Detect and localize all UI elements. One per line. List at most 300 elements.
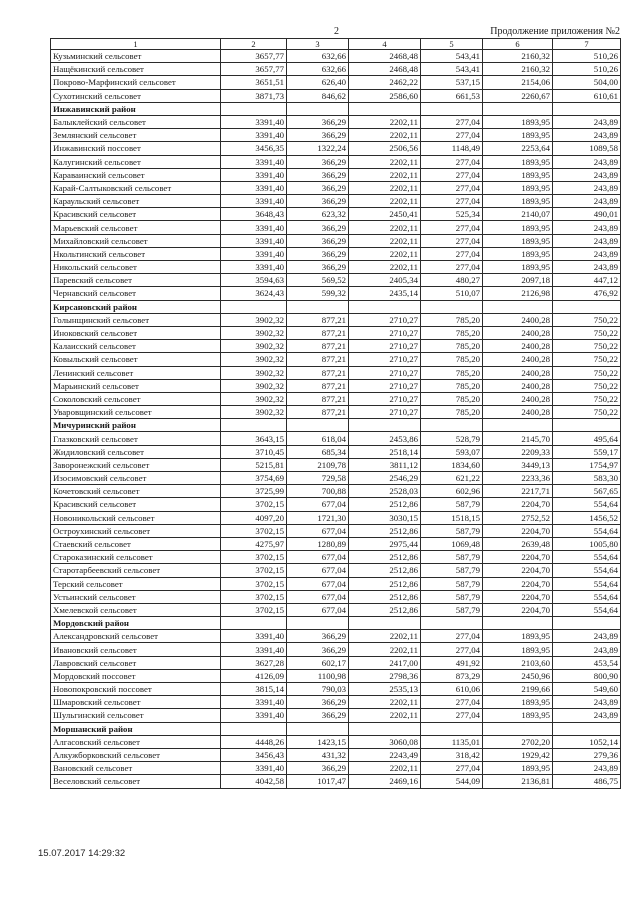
value-cell: 2512,86 bbox=[349, 524, 421, 537]
value-cell: 366,29 bbox=[287, 115, 349, 128]
column-header: 3 bbox=[287, 39, 349, 50]
value-cell: 2512,86 bbox=[349, 603, 421, 616]
value-cell: 1322,24 bbox=[287, 142, 349, 155]
value-cell: 243,89 bbox=[553, 630, 621, 643]
value-cell: 2528,03 bbox=[349, 485, 421, 498]
value-cell: 277,04 bbox=[421, 115, 483, 128]
settlement-name: Красивский сельсовет bbox=[51, 498, 221, 511]
value-cell: 1893,95 bbox=[483, 630, 553, 643]
table-row bbox=[51, 643, 621, 656]
value-cell: 2097,18 bbox=[483, 274, 553, 287]
value-cell: 447,12 bbox=[553, 274, 621, 287]
settlement-name: Александровский сельсовет bbox=[51, 630, 221, 643]
table-row bbox=[51, 379, 621, 392]
value-cell: 480,27 bbox=[421, 274, 483, 287]
value-cell: 2462,22 bbox=[349, 76, 421, 89]
value-cell: 2202,11 bbox=[349, 762, 421, 775]
table-row bbox=[51, 274, 621, 287]
value-cell: 4097,20 bbox=[221, 511, 287, 524]
value-cell: 610,06 bbox=[421, 683, 483, 696]
value-cell: 2453,86 bbox=[349, 432, 421, 445]
value-cell: 2202,11 bbox=[349, 115, 421, 128]
value-cell: 877,21 bbox=[287, 406, 349, 419]
value-cell: 3902,32 bbox=[221, 379, 287, 392]
settlement-name: Инжавинский поссовет bbox=[51, 142, 221, 155]
value-cell: 2202,11 bbox=[349, 643, 421, 656]
value-cell: 567,65 bbox=[553, 485, 621, 498]
settlement-name: Иноковский сельсовет bbox=[51, 326, 221, 339]
column-header: 6 bbox=[483, 39, 553, 50]
value-cell: 3902,32 bbox=[221, 353, 287, 366]
settlement-name: Карай-Салтыковский сельсовет bbox=[51, 181, 221, 194]
table-row bbox=[51, 775, 621, 788]
settlement-name: Голынщинский сельсовет bbox=[51, 313, 221, 326]
value-cell: 3815,14 bbox=[221, 683, 287, 696]
value-cell: 3902,32 bbox=[221, 340, 287, 353]
empty-cell bbox=[287, 419, 349, 432]
value-cell: 623,32 bbox=[287, 208, 349, 221]
settlement-name: Мордовский поссовет bbox=[51, 669, 221, 682]
value-cell: 2506,56 bbox=[349, 142, 421, 155]
table-row bbox=[51, 89, 621, 102]
empty-cell bbox=[483, 722, 553, 735]
table-row bbox=[51, 485, 621, 498]
value-cell: 785,20 bbox=[421, 379, 483, 392]
settlement-name: Караульский сельсовет bbox=[51, 195, 221, 208]
value-cell: 1893,95 bbox=[483, 709, 553, 722]
value-cell: 243,89 bbox=[553, 129, 621, 142]
value-cell: 1893,95 bbox=[483, 261, 553, 274]
value-cell: 2435,14 bbox=[349, 287, 421, 300]
value-cell: 583,30 bbox=[553, 472, 621, 485]
value-cell: 2202,11 bbox=[349, 168, 421, 181]
value-cell: 2798,36 bbox=[349, 669, 421, 682]
value-cell: 510,26 bbox=[553, 63, 621, 76]
empty-cell bbox=[221, 300, 287, 313]
column-header: 7 bbox=[553, 39, 621, 50]
value-cell: 277,04 bbox=[421, 630, 483, 643]
value-cell: 3702,15 bbox=[221, 498, 287, 511]
table-row bbox=[51, 458, 621, 471]
value-cell: 750,22 bbox=[553, 326, 621, 339]
value-cell: 677,04 bbox=[287, 551, 349, 564]
value-cell: 5215,81 bbox=[221, 458, 287, 471]
settlement-name: Шмаровский сельсовет bbox=[51, 696, 221, 709]
value-cell: 1069,48 bbox=[421, 537, 483, 550]
value-cell: 2710,27 bbox=[349, 392, 421, 405]
empty-cell bbox=[553, 722, 621, 735]
value-cell: 2154,06 bbox=[483, 76, 553, 89]
empty-cell bbox=[287, 617, 349, 630]
district-header-row bbox=[51, 722, 621, 735]
value-cell: 2103,60 bbox=[483, 656, 553, 669]
table-row bbox=[51, 63, 621, 76]
settlement-name: Новоникольский сельсовет bbox=[51, 511, 221, 524]
value-cell: 3391,40 bbox=[221, 115, 287, 128]
value-cell: 366,29 bbox=[287, 129, 349, 142]
value-cell: 3702,15 bbox=[221, 603, 287, 616]
value-cell: 2710,27 bbox=[349, 353, 421, 366]
table-row bbox=[51, 366, 621, 379]
value-cell: 729,58 bbox=[287, 472, 349, 485]
value-cell: 243,89 bbox=[553, 696, 621, 709]
value-cell: 2400,28 bbox=[483, 313, 553, 326]
settlement-name: Ленинский сельсовет bbox=[51, 366, 221, 379]
value-cell: 2417,00 bbox=[349, 656, 421, 669]
district-header-row bbox=[51, 419, 621, 432]
value-cell: 2243,49 bbox=[349, 748, 421, 761]
value-cell: 1754,97 bbox=[553, 458, 621, 471]
settlement-name: Нкольтинский сельсовет bbox=[51, 247, 221, 260]
column-header: 1 bbox=[51, 39, 221, 50]
value-cell: 554,64 bbox=[553, 590, 621, 603]
settlement-name: Никольский сельсовет bbox=[51, 261, 221, 274]
value-cell: 677,04 bbox=[287, 564, 349, 577]
table-row bbox=[51, 326, 621, 339]
table-row bbox=[51, 287, 621, 300]
value-cell: 3594,63 bbox=[221, 274, 287, 287]
value-cell: 1893,95 bbox=[483, 643, 553, 656]
value-cell: 277,04 bbox=[421, 261, 483, 274]
table-row bbox=[51, 155, 621, 168]
value-cell: 2710,27 bbox=[349, 406, 421, 419]
district-name: Моршанский район bbox=[51, 722, 221, 735]
value-cell: 525,34 bbox=[421, 208, 483, 221]
settlement-name: Кочетовский сельсовет bbox=[51, 485, 221, 498]
value-cell: 277,04 bbox=[421, 155, 483, 168]
empty-cell bbox=[287, 722, 349, 735]
value-cell: 3902,32 bbox=[221, 366, 287, 379]
table-row bbox=[51, 195, 621, 208]
appendix-title: Продолжение приложения №2 bbox=[490, 26, 620, 37]
value-cell: 510,07 bbox=[421, 287, 483, 300]
empty-cell bbox=[421, 419, 483, 432]
value-cell: 2217,71 bbox=[483, 485, 553, 498]
value-cell: 3811,12 bbox=[349, 458, 421, 471]
value-cell: 3648,43 bbox=[221, 208, 287, 221]
value-cell: 677,04 bbox=[287, 524, 349, 537]
table-row bbox=[51, 261, 621, 274]
value-cell: 800,90 bbox=[553, 669, 621, 682]
value-cell: 873,29 bbox=[421, 669, 483, 682]
settlement-name: Изосимовский сельсовет bbox=[51, 472, 221, 485]
value-cell: 537,15 bbox=[421, 76, 483, 89]
value-cell: 4126,09 bbox=[221, 669, 287, 682]
value-cell: 2204,70 bbox=[483, 498, 553, 511]
table-row bbox=[51, 168, 621, 181]
value-cell: 2468,48 bbox=[349, 63, 421, 76]
value-cell: 4448,26 bbox=[221, 735, 287, 748]
value-cell: 2400,28 bbox=[483, 326, 553, 339]
settlement-name: Паревский сельсовет bbox=[51, 274, 221, 287]
settlement-name: Старотарбеевский сельсовет bbox=[51, 564, 221, 577]
settlement-name: Стаевский сельсовет bbox=[51, 537, 221, 550]
value-cell: 453,54 bbox=[553, 656, 621, 669]
settlement-name: Лавровский сельсовет bbox=[51, 656, 221, 669]
value-cell: 2160,32 bbox=[483, 50, 553, 63]
value-cell: 685,34 bbox=[287, 445, 349, 458]
value-cell: 4275,97 bbox=[221, 537, 287, 550]
value-cell: 2140,07 bbox=[483, 208, 553, 221]
value-cell: 2535,13 bbox=[349, 683, 421, 696]
value-cell: 2752,52 bbox=[483, 511, 553, 524]
value-cell: 431,32 bbox=[287, 748, 349, 761]
value-cell: 3391,40 bbox=[221, 234, 287, 247]
value-cell: 877,21 bbox=[287, 313, 349, 326]
value-cell: 2126,98 bbox=[483, 287, 553, 300]
value-cell: 366,29 bbox=[287, 643, 349, 656]
value-cell: 626,40 bbox=[287, 76, 349, 89]
value-cell: 785,20 bbox=[421, 340, 483, 353]
value-cell: 277,04 bbox=[421, 168, 483, 181]
value-cell: 750,22 bbox=[553, 392, 621, 405]
value-cell: 1135,01 bbox=[421, 735, 483, 748]
value-cell: 559,17 bbox=[553, 445, 621, 458]
value-cell: 2202,11 bbox=[349, 234, 421, 247]
table-row bbox=[51, 669, 621, 682]
value-cell: 2145,70 bbox=[483, 432, 553, 445]
value-cell: 2204,70 bbox=[483, 603, 553, 616]
settlement-name: Сухотинский сельсовет bbox=[51, 89, 221, 102]
value-cell: 2512,86 bbox=[349, 564, 421, 577]
empty-cell bbox=[483, 300, 553, 313]
value-cell: 1893,95 bbox=[483, 115, 553, 128]
empty-cell bbox=[483, 617, 553, 630]
value-cell: 593,07 bbox=[421, 445, 483, 458]
value-cell: 2518,14 bbox=[349, 445, 421, 458]
value-cell: 1893,95 bbox=[483, 234, 553, 247]
value-cell: 3391,40 bbox=[221, 696, 287, 709]
value-cell: 1017,47 bbox=[287, 775, 349, 788]
value-cell: 243,89 bbox=[553, 195, 621, 208]
value-cell: 277,04 bbox=[421, 234, 483, 247]
value-cell: 3902,32 bbox=[221, 406, 287, 419]
table-row bbox=[51, 142, 621, 155]
value-cell: 3456,35 bbox=[221, 142, 287, 155]
table-row bbox=[51, 630, 621, 643]
settlement-name: Михайловский сельсовет bbox=[51, 234, 221, 247]
value-cell: 790,03 bbox=[287, 683, 349, 696]
value-cell: 277,04 bbox=[421, 696, 483, 709]
value-cell: 3391,40 bbox=[221, 762, 287, 775]
value-cell: 277,04 bbox=[421, 643, 483, 656]
value-cell: 569,52 bbox=[287, 274, 349, 287]
value-cell: 2260,67 bbox=[483, 89, 553, 102]
value-cell: 2450,96 bbox=[483, 669, 553, 682]
value-cell: 877,21 bbox=[287, 379, 349, 392]
value-cell: 3657,77 bbox=[221, 50, 287, 63]
page-number: 2 bbox=[334, 26, 339, 37]
value-cell: 2204,70 bbox=[483, 577, 553, 590]
value-cell: 3702,15 bbox=[221, 551, 287, 564]
settlement-name: Терский сельсовет bbox=[51, 577, 221, 590]
table-row bbox=[51, 234, 621, 247]
value-cell: 1929,42 bbox=[483, 748, 553, 761]
value-cell: 3657,77 bbox=[221, 63, 287, 76]
value-cell: 3391,40 bbox=[221, 129, 287, 142]
table-row bbox=[51, 590, 621, 603]
empty-cell bbox=[349, 722, 421, 735]
value-cell: 1893,95 bbox=[483, 129, 553, 142]
empty-cell bbox=[553, 419, 621, 432]
district-header-row bbox=[51, 102, 621, 115]
table-row bbox=[51, 735, 621, 748]
value-cell: 3643,15 bbox=[221, 432, 287, 445]
value-cell: 785,20 bbox=[421, 326, 483, 339]
value-cell: 490,01 bbox=[553, 208, 621, 221]
value-cell: 366,29 bbox=[287, 762, 349, 775]
value-cell: 2710,27 bbox=[349, 326, 421, 339]
value-cell: 277,04 bbox=[421, 221, 483, 234]
table-row bbox=[51, 603, 621, 616]
value-cell: 476,92 bbox=[553, 287, 621, 300]
district-name: Мордовский район bbox=[51, 617, 221, 630]
settlement-name: Землянский сельсовет bbox=[51, 129, 221, 142]
value-cell: 3391,40 bbox=[221, 630, 287, 643]
column-header: 5 bbox=[421, 39, 483, 50]
value-cell: 554,64 bbox=[553, 498, 621, 511]
settlement-name: Ковыльский сельсовет bbox=[51, 353, 221, 366]
value-cell: 785,20 bbox=[421, 406, 483, 419]
value-cell: 528,79 bbox=[421, 432, 483, 445]
value-cell: 3449,13 bbox=[483, 458, 553, 471]
value-cell: 1893,95 bbox=[483, 221, 553, 234]
value-cell: 3702,15 bbox=[221, 590, 287, 603]
settlement-name: Устьинский сельсовет bbox=[51, 590, 221, 603]
settlement-name: Хмелевской сельсовет bbox=[51, 603, 221, 616]
value-cell: 2546,29 bbox=[349, 472, 421, 485]
value-cell: 554,64 bbox=[553, 551, 621, 564]
value-cell: 3902,32 bbox=[221, 326, 287, 339]
value-cell: 277,04 bbox=[421, 181, 483, 194]
empty-cell bbox=[553, 617, 621, 630]
column-header-row bbox=[51, 39, 621, 50]
value-cell: 2400,28 bbox=[483, 406, 553, 419]
value-cell: 2400,28 bbox=[483, 340, 553, 353]
district-name: Кирсановский район bbox=[51, 300, 221, 313]
value-cell: 3627,28 bbox=[221, 656, 287, 669]
value-cell: 3391,40 bbox=[221, 261, 287, 274]
value-cell: 2202,11 bbox=[349, 155, 421, 168]
value-cell: 3030,15 bbox=[349, 511, 421, 524]
settlement-name: Шульгинский сельсовет bbox=[51, 709, 221, 722]
value-cell: 243,89 bbox=[553, 221, 621, 234]
value-cell: 2400,28 bbox=[483, 392, 553, 405]
value-cell: 1893,95 bbox=[483, 155, 553, 168]
value-cell: 2702,20 bbox=[483, 735, 553, 748]
table-row bbox=[51, 50, 621, 63]
value-cell: 677,04 bbox=[287, 590, 349, 603]
value-cell: 1148,49 bbox=[421, 142, 483, 155]
empty-cell bbox=[287, 300, 349, 313]
value-cell: 2405,34 bbox=[349, 274, 421, 287]
table-row bbox=[51, 208, 621, 221]
value-cell: 2710,27 bbox=[349, 313, 421, 326]
value-cell: 587,79 bbox=[421, 498, 483, 511]
value-cell: 3702,15 bbox=[221, 524, 287, 537]
value-cell: 366,29 bbox=[287, 168, 349, 181]
table-row bbox=[51, 247, 621, 260]
value-cell: 632,66 bbox=[287, 50, 349, 63]
value-cell: 3391,40 bbox=[221, 181, 287, 194]
value-cell: 2469,16 bbox=[349, 775, 421, 788]
settlement-name: Красивский сельсовет bbox=[51, 208, 221, 221]
value-cell: 700,88 bbox=[287, 485, 349, 498]
value-cell: 587,79 bbox=[421, 524, 483, 537]
settlement-name: Покрово-Марфинский сельсовет bbox=[51, 76, 221, 89]
value-cell: 618,04 bbox=[287, 432, 349, 445]
value-cell: 587,79 bbox=[421, 590, 483, 603]
value-cell: 4042,58 bbox=[221, 775, 287, 788]
settlement-name: Алкужборковский сельсовет bbox=[51, 748, 221, 761]
table-row bbox=[51, 537, 621, 550]
table-row bbox=[51, 472, 621, 485]
settlement-name: Кузьминский сельсовет bbox=[51, 50, 221, 63]
value-cell: 1893,95 bbox=[483, 696, 553, 709]
empty-cell bbox=[483, 419, 553, 432]
settlement-name: Марьевский сельсовет bbox=[51, 221, 221, 234]
value-cell: 2202,11 bbox=[349, 195, 421, 208]
value-cell: 2202,11 bbox=[349, 247, 421, 260]
value-cell: 3702,15 bbox=[221, 577, 287, 590]
empty-cell bbox=[553, 102, 621, 115]
value-cell: 277,04 bbox=[421, 762, 483, 775]
value-cell: 3391,40 bbox=[221, 221, 287, 234]
value-cell: 243,89 bbox=[553, 234, 621, 247]
print-timestamp: 15.07.2017 14:29:32 bbox=[38, 848, 126, 859]
settlement-name: Караваинский сельсовет bbox=[51, 168, 221, 181]
value-cell: 632,66 bbox=[287, 63, 349, 76]
value-cell: 366,29 bbox=[287, 696, 349, 709]
value-cell: 602,96 bbox=[421, 485, 483, 498]
value-cell: 3624,43 bbox=[221, 287, 287, 300]
value-cell: 877,21 bbox=[287, 340, 349, 353]
value-cell: 2204,70 bbox=[483, 564, 553, 577]
settlement-name: Марьинский сельсовет bbox=[51, 379, 221, 392]
value-cell: 1893,95 bbox=[483, 195, 553, 208]
value-cell: 599,32 bbox=[287, 287, 349, 300]
value-cell: 495,64 bbox=[553, 432, 621, 445]
table-row bbox=[51, 762, 621, 775]
table-row bbox=[51, 392, 621, 405]
value-cell: 2202,11 bbox=[349, 696, 421, 709]
value-cell: 279,36 bbox=[553, 748, 621, 761]
value-cell: 318,42 bbox=[421, 748, 483, 761]
settlement-name: Остроухинский сельсовет bbox=[51, 524, 221, 537]
value-cell: 750,22 bbox=[553, 406, 621, 419]
value-cell: 1893,95 bbox=[483, 762, 553, 775]
value-cell: 2512,86 bbox=[349, 590, 421, 603]
value-cell: 2202,11 bbox=[349, 221, 421, 234]
value-cell: 2975,44 bbox=[349, 537, 421, 550]
value-cell: 2204,70 bbox=[483, 590, 553, 603]
value-cell: 2710,27 bbox=[349, 379, 421, 392]
value-cell: 366,29 bbox=[287, 221, 349, 234]
settlement-name: Жидиловский сельсовет bbox=[51, 445, 221, 458]
empty-cell bbox=[483, 102, 553, 115]
table-row bbox=[51, 683, 621, 696]
value-cell: 504,00 bbox=[553, 76, 621, 89]
value-cell: 3391,40 bbox=[221, 643, 287, 656]
district-name: Инжавинский район bbox=[51, 102, 221, 115]
value-cell: 2202,11 bbox=[349, 630, 421, 643]
value-cell: 2710,27 bbox=[349, 366, 421, 379]
table-row bbox=[51, 656, 621, 669]
value-cell: 2233,36 bbox=[483, 472, 553, 485]
table-row bbox=[51, 353, 621, 366]
table-row bbox=[51, 696, 621, 709]
empty-cell bbox=[349, 102, 421, 115]
